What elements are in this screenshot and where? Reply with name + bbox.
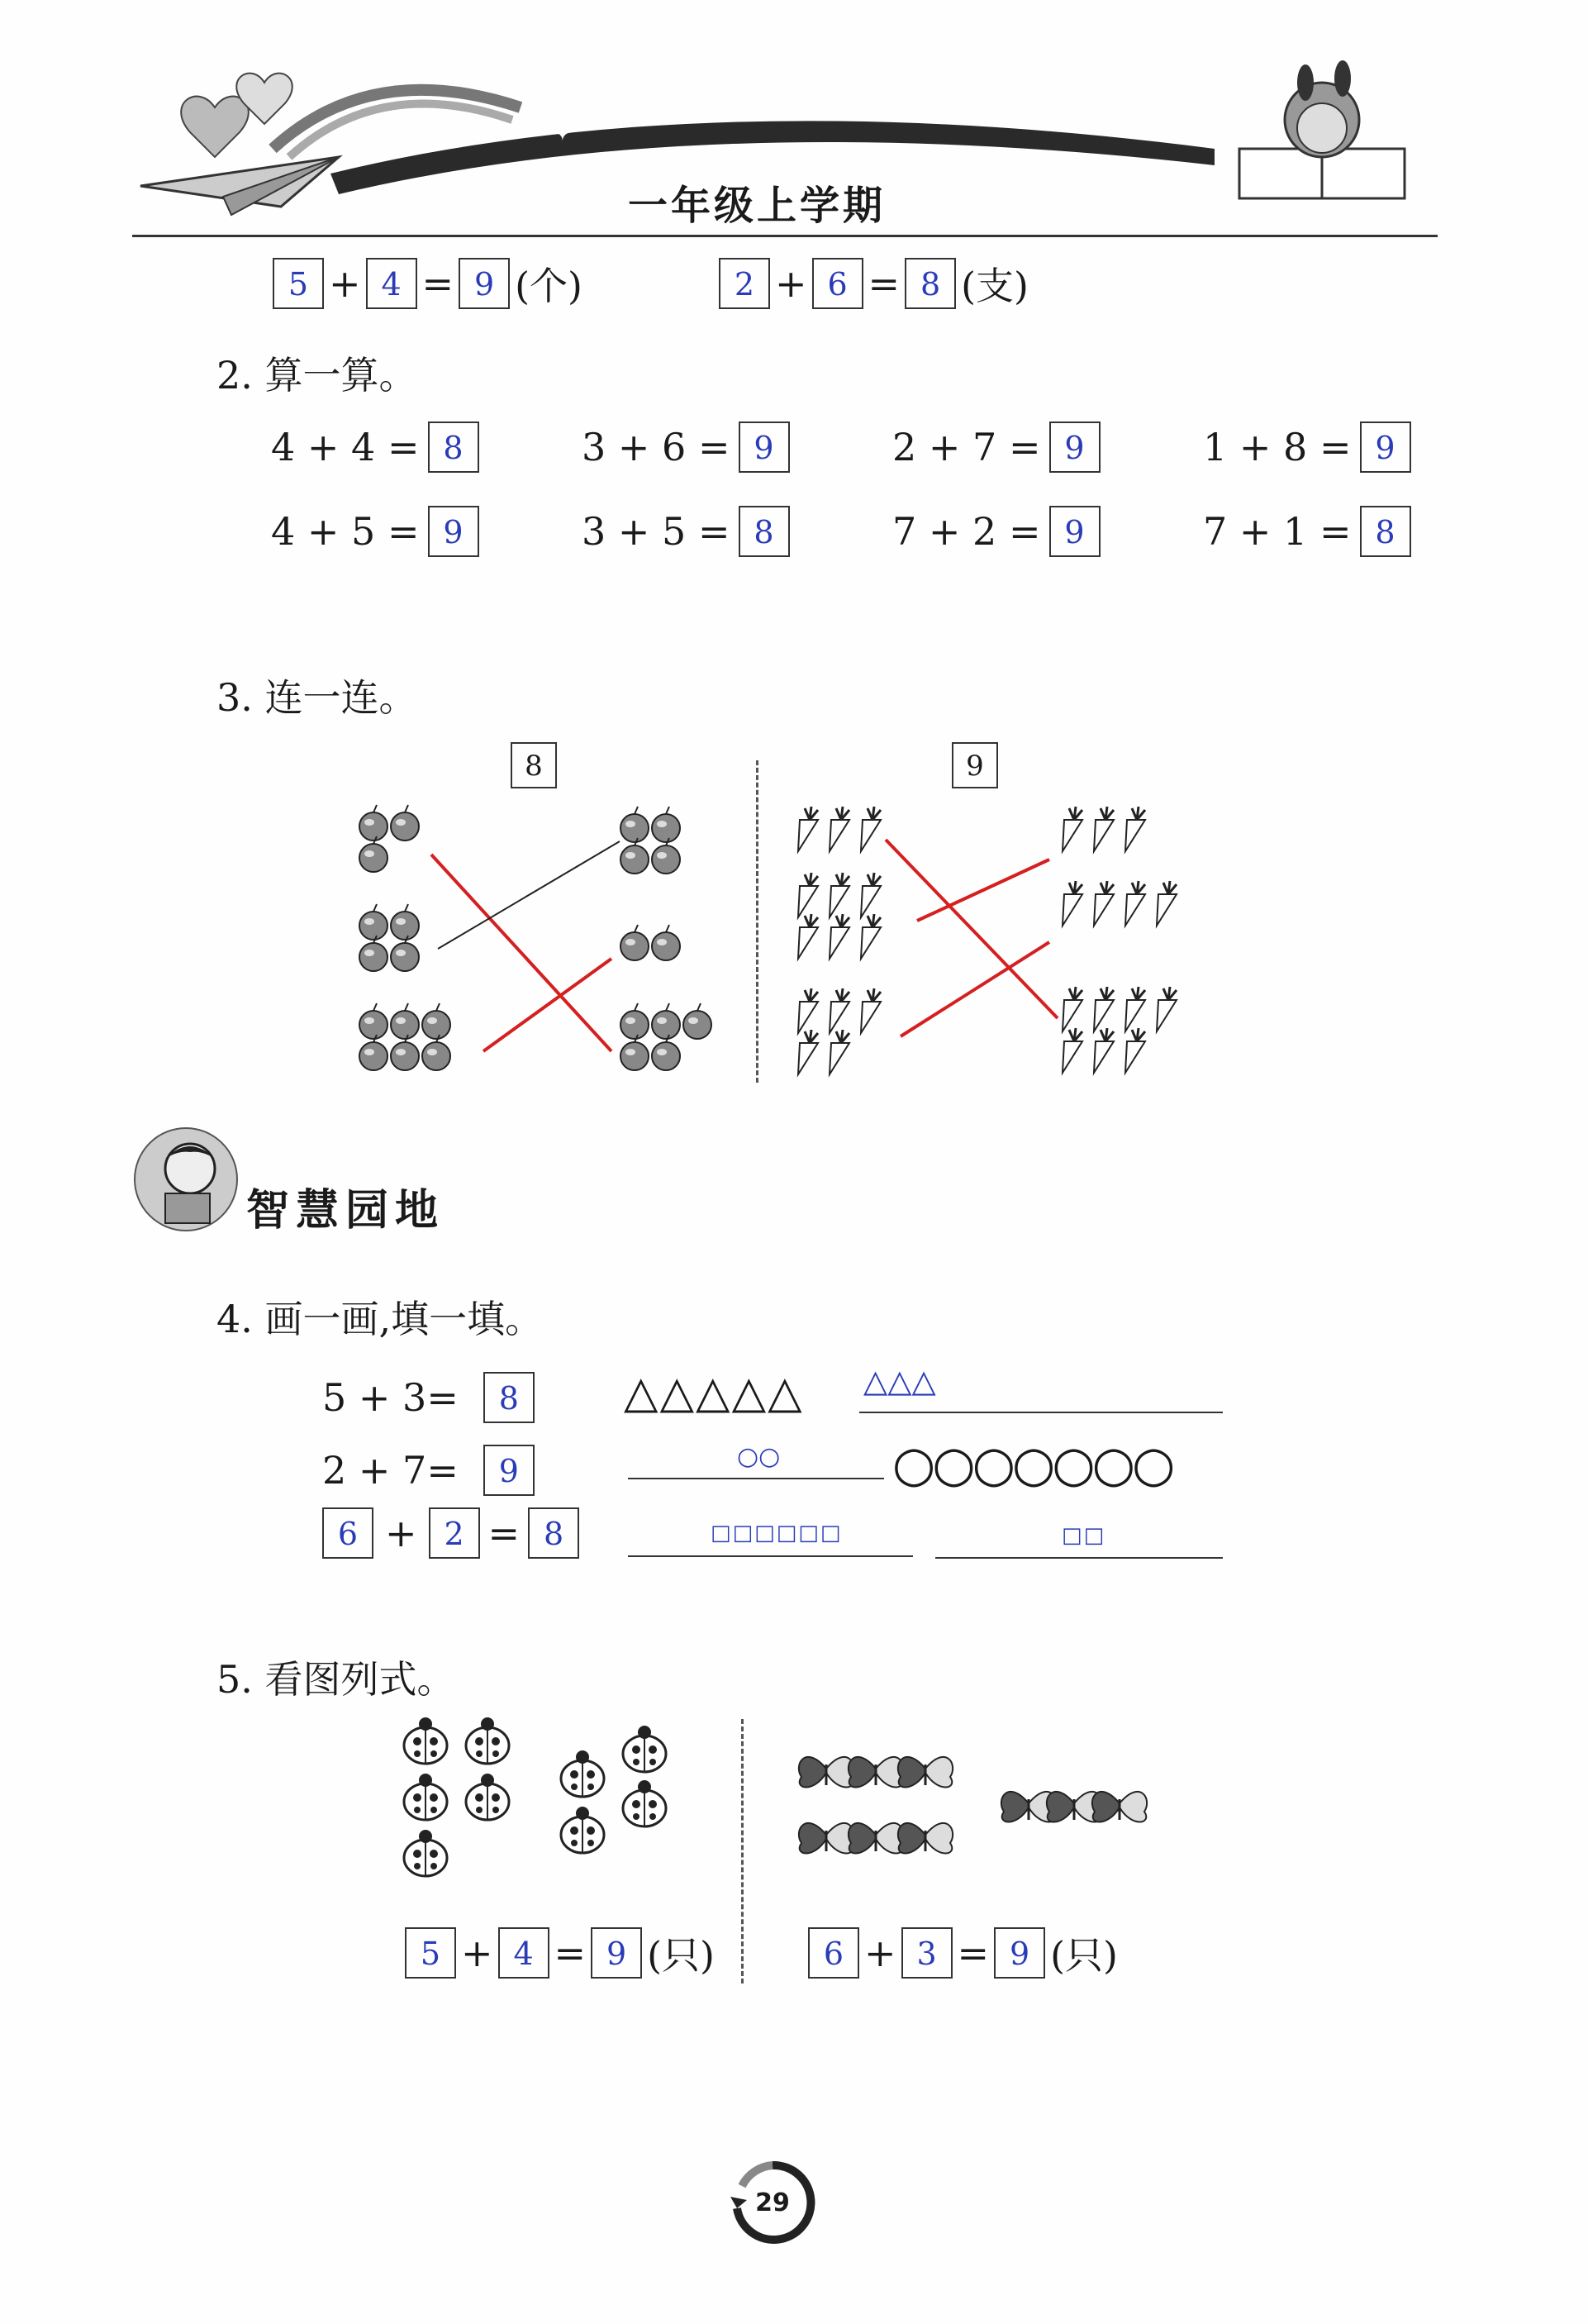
calc-expression: 3 + 6 = [582, 425, 730, 469]
top-equation-1 [273, 256, 587, 311]
answer-box[interactable]: 2 [719, 258, 770, 309]
equals-sign: = [421, 261, 454, 306]
header-title: 一年级上学期 [628, 183, 887, 229]
drawn-squares-left: □□□□□□ [711, 1521, 843, 1545]
unit-label: (个) [515, 264, 582, 308]
draw-expression: 5 + 3= [322, 1375, 459, 1420]
answer-box[interactable]: 9 [428, 506, 479, 557]
calc-item [582, 421, 892, 473]
answer-box[interactable]: 8 [483, 1372, 535, 1423]
answer-box[interactable]: 4 [498, 1927, 549, 1979]
answer-box[interactable]: 2 [429, 1507, 480, 1559]
butterfly-group-6 [799, 1757, 953, 1854]
plus-sign: + [775, 261, 807, 306]
unit-label: (支) [961, 264, 1029, 308]
answer-box[interactable]: 5 [273, 258, 324, 309]
wisdom-title: 智慧园地 [246, 1186, 445, 1236]
apple-group-4b [620, 807, 680, 874]
answer-box[interactable]: 9 [1049, 506, 1101, 557]
calc-item [892, 421, 1203, 473]
svg-text:✦: ✦ [991, 109, 1010, 134]
calc-expression: 7 + 2 = [892, 509, 1041, 554]
draw-row-1 [322, 1372, 535, 1423]
apple-group-4 [359, 904, 419, 971]
carrot-group-4 [1063, 881, 1177, 926]
calc-item [271, 421, 582, 473]
calc-expression: 2 + 7 = [892, 425, 1041, 469]
calc-row-1 [271, 421, 1514, 473]
carrot-group-7 [1063, 987, 1177, 1073]
ladybug-group-4 [561, 1726, 666, 1853]
answer-box[interactable]: 3 [901, 1927, 953, 1979]
carrot-group-3 [798, 807, 881, 851]
calc-row-2 [271, 506, 1514, 557]
blank-line[interactable] [935, 1557, 1223, 1559]
answer-box[interactable]: 6 [812, 258, 863, 309]
answer-box[interactable]: 8 [528, 1507, 579, 1559]
equals-sign: = [868, 261, 901, 306]
blank-line[interactable] [628, 1478, 884, 1479]
plus-sign: + [461, 1931, 493, 1975]
answer-box[interactable]: 9 [591, 1927, 642, 1979]
draw-expression: 2 + 7= [322, 1448, 459, 1493]
equals-sign: = [487, 1511, 521, 1555]
target-box-8: 8 [511, 742, 557, 788]
picture-equation-left [405, 1926, 720, 1980]
section2-heading: 2. 算一算。 [216, 353, 417, 398]
answer-box[interactable]: 8 [905, 258, 956, 309]
draw-row-2 [322, 1445, 535, 1496]
equals-sign: = [957, 1931, 990, 1975]
answer-box[interactable]: 9 [1049, 421, 1101, 473]
calc-item [892, 506, 1203, 557]
answer-box[interactable]: 8 [428, 421, 479, 473]
answer-box[interactable]: 9 [994, 1927, 1045, 1979]
answer-box[interactable]: 9 [1360, 421, 1411, 473]
apple-group-3 [359, 805, 419, 872]
given-triangles: △△△△△ [624, 1366, 804, 1418]
calc-expression: 1 + 8 = [1203, 425, 1352, 469]
answer-box[interactable]: 6 [322, 1507, 373, 1559]
answer-box[interactable]: 8 [739, 506, 790, 557]
matching-figure [330, 793, 1223, 1091]
given-circles: ○○○○○○○ [892, 1436, 1172, 1493]
calc-expression: 7 + 1 = [1203, 509, 1352, 554]
calc-expression: 3 + 5 = [582, 509, 730, 554]
calc-expression: 4 + 4 = [271, 425, 420, 469]
calc-item [1203, 421, 1514, 473]
counting-figure [388, 1711, 1215, 1893]
calc-expression: 4 + 5 = [271, 509, 420, 554]
svg-text:✦: ✦ [554, 121, 572, 146]
drawn-squares-right: □□ [1062, 1523, 1106, 1548]
answer-box[interactable]: 9 [459, 258, 510, 309]
apple-group-5 [620, 1003, 711, 1070]
carrot-group-5 [798, 988, 881, 1074]
apple-group-6 [359, 1003, 450, 1070]
calc-item [1203, 506, 1514, 557]
carrot-group-6 [798, 873, 881, 959]
calc-item [582, 506, 892, 557]
answer-box[interactable]: 8 [1360, 506, 1411, 557]
plus-sign: + [385, 1511, 417, 1555]
section5-heading: 5. 看图列式。 [216, 1657, 455, 1702]
header-divider [132, 235, 1438, 237]
equals-sign: = [554, 1931, 587, 1975]
unit-label: (只) [647, 1933, 715, 1978]
answer-box[interactable]: 4 [366, 258, 417, 309]
drawn-circles: ○○ [737, 1442, 781, 1471]
blank-line[interactable] [859, 1412, 1223, 1413]
plus-sign: + [864, 1931, 896, 1975]
butterfly-group-3 [1001, 1792, 1147, 1822]
boy-reading-icon [132, 1126, 240, 1233]
answer-box[interactable]: 9 [739, 421, 790, 473]
section3-heading: 3. 连一连。 [216, 675, 417, 720]
section4-heading: 4. 画一画,填一填。 [216, 1297, 544, 1341]
carrot-group-3b [1063, 807, 1145, 851]
plus-sign: + [329, 261, 361, 306]
calc-item [271, 506, 582, 557]
drawn-triangles: △△△ [863, 1363, 936, 1399]
page-number: 29 [755, 2188, 790, 2217]
apple-group-2 [620, 925, 680, 960]
answer-box[interactable]: 5 [405, 1927, 456, 1979]
unit-label: (只) [1050, 1933, 1118, 1978]
top-equation-2 [719, 256, 1034, 311]
picture-equation-right [808, 1926, 1123, 1980]
target-box-9: 9 [952, 742, 998, 788]
blank-line[interactable] [628, 1555, 913, 1557]
ladybug-group-5 [404, 1717, 509, 1876]
answer-box[interactable]: 9 [483, 1445, 535, 1496]
answer-box[interactable]: 6 [808, 1927, 859, 1979]
draw-row-3 [322, 1507, 579, 1559]
